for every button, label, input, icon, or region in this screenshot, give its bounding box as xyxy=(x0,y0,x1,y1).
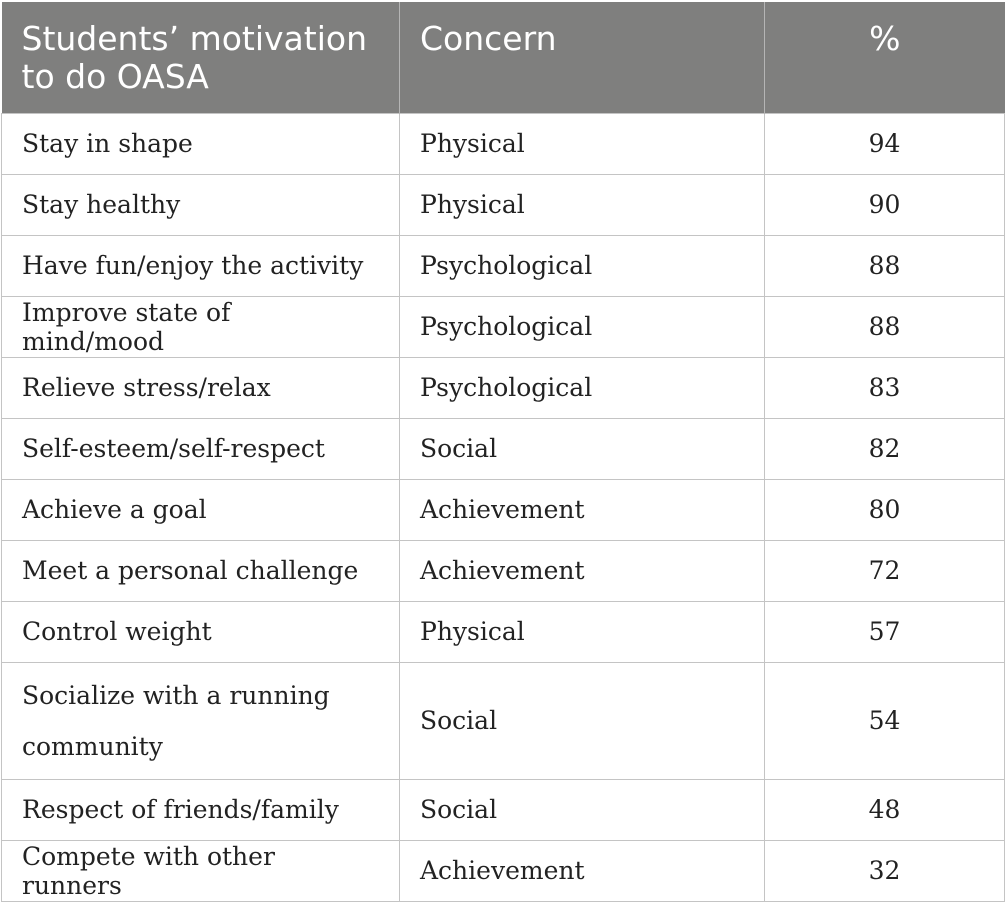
table-row xyxy=(2,540,1005,601)
motivation-table xyxy=(1,2,1005,902)
concern-cell: Social xyxy=(400,662,765,779)
motivation-cell: Improve state of mind/mood xyxy=(2,296,400,357)
percent-cell: 54 xyxy=(765,662,1005,779)
table-row xyxy=(2,601,1005,662)
concern-cell: Psychological xyxy=(400,296,765,357)
motivation-cell: Have fun/enjoy the activity xyxy=(2,235,400,296)
motivation-cell: Stay in shape xyxy=(2,113,400,174)
table-row xyxy=(2,174,1005,235)
table-body xyxy=(2,113,1005,901)
motivation-cell: Achieve a goal xyxy=(2,479,400,540)
percent-cell: 82 xyxy=(765,418,1005,479)
concern-cell: Physical xyxy=(400,113,765,174)
concern-cell: Achievement xyxy=(400,840,765,901)
header-motivation: Students’ motivation to do OASA xyxy=(2,2,400,113)
concern-cell: Psychological xyxy=(400,235,765,296)
table-row xyxy=(2,357,1005,418)
concern-cell: Achievement xyxy=(400,479,765,540)
table-row xyxy=(2,296,1005,357)
percent-cell: 90 xyxy=(765,174,1005,235)
table-row xyxy=(2,662,1005,779)
concern-cell: Physical xyxy=(400,174,765,235)
table-row xyxy=(2,418,1005,479)
table-row xyxy=(2,779,1005,840)
motivation-cell: Respect of friends/family xyxy=(2,779,400,840)
concern-cell: Achievement xyxy=(400,540,765,601)
percent-cell: 88 xyxy=(765,235,1005,296)
header-concern: Concern xyxy=(400,2,765,113)
motivation-cell: Relieve stress/relax xyxy=(2,357,400,418)
table-row xyxy=(2,113,1005,174)
concern-cell: Physical xyxy=(400,601,765,662)
concern-cell: Social xyxy=(400,779,765,840)
table-row xyxy=(2,235,1005,296)
motivation-cell: Self-esteem/self-respect xyxy=(2,418,400,479)
percent-cell: 32 xyxy=(765,840,1005,901)
motivation-cell: Stay healthy xyxy=(2,174,400,235)
table-row xyxy=(2,840,1005,901)
concern-cell: Social xyxy=(400,418,765,479)
percent-cell: 80 xyxy=(765,479,1005,540)
motivation-cell: Compete with other runners xyxy=(2,840,400,901)
percent-cell: 72 xyxy=(765,540,1005,601)
percent-cell: 83 xyxy=(765,357,1005,418)
header-percent: % xyxy=(765,2,1005,113)
percent-cell: 57 xyxy=(765,601,1005,662)
concern-cell: Psychological xyxy=(400,357,765,418)
table-header xyxy=(2,2,1005,113)
percent-cell: 48 xyxy=(765,779,1005,840)
motivation-cell: Socialize with a running community xyxy=(2,662,400,779)
motivation-cell: Control weight xyxy=(2,601,400,662)
motivation-cell: Meet a personal challenge xyxy=(2,540,400,601)
header-row xyxy=(2,2,1005,113)
table-row xyxy=(2,479,1005,540)
percent-cell: 94 xyxy=(765,113,1005,174)
percent-cell: 88 xyxy=(765,296,1005,357)
